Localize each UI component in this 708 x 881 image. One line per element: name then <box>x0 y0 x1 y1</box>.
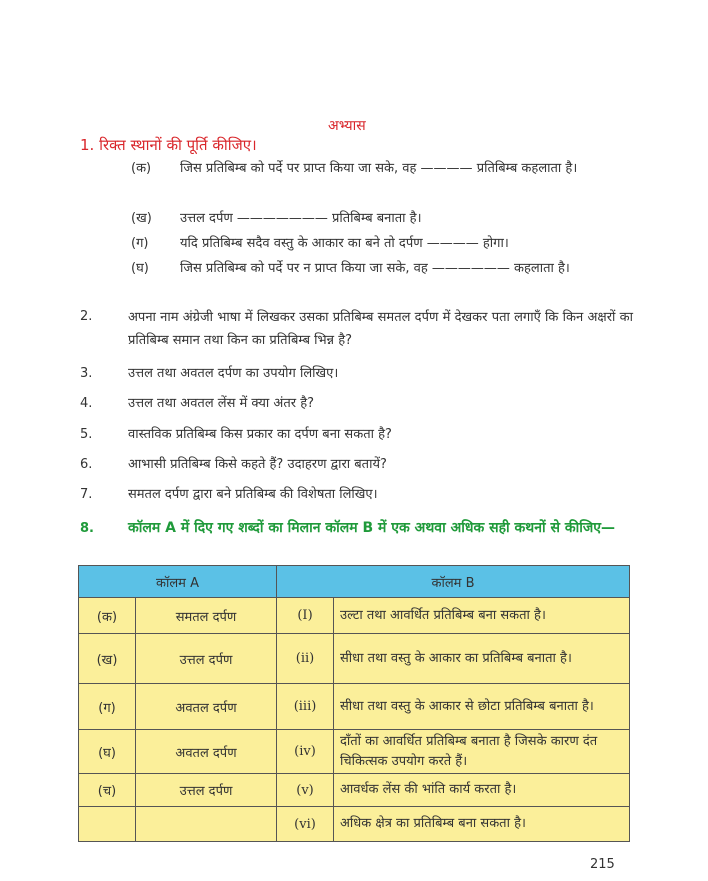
column-a-cell: अवतल दर्पण <box>136 730 277 774</box>
table-row <box>79 598 630 634</box>
column-b-header: कॉलम B <box>277 566 630 598</box>
table-row <box>79 730 630 774</box>
question-number: 7. <box>80 487 93 502</box>
roman-numeral: (I) <box>277 598 334 634</box>
question-text: वास्तविक प्रतिबिम्ब किस प्रकार का दर्पण बना सकता है? <box>128 427 392 442</box>
column-b-cell: दाँतों का आवर्धित प्रतिबिम्ब बनाता है जिसके कारण दंत चिकित्सक उपयोग करते हैं। <box>334 730 630 774</box>
row-label: (क) <box>79 598 136 634</box>
question-text: कॉलम A में दिए गए शब्दों का मिलान कॉलम B में एक अथवा अधिक सही कथनों से कीजिए— <box>128 520 615 536</box>
column-b-cell: सीधा तथा वस्तु के आकार से छोटा प्रतिबिम्ब बनाता है। <box>334 684 630 730</box>
row-label: (घ) <box>79 730 136 774</box>
page-number: 215 <box>590 857 615 872</box>
table-row <box>79 774 630 807</box>
column-b-cell: उल्टा तथा आवर्धित प्रतिबिम्ब बना सकता है। <box>334 598 630 634</box>
table-row <box>79 807 630 842</box>
roman-numeral: (v) <box>277 774 334 807</box>
table-row <box>79 634 630 684</box>
roman-numeral: (iv) <box>277 730 334 774</box>
q1-item-text: यदि प्रतिबिम्ब सदैव वस्तु के आकार का बने तो दर्पण ———— होगा। <box>180 236 509 251</box>
section-title: अभ्यास <box>328 118 366 134</box>
q1-item-label: (ख) <box>131 211 152 226</box>
roman-numeral: (vi) <box>277 807 334 842</box>
column-a-cell <box>136 807 277 842</box>
q1-item-label: (ग) <box>131 236 149 251</box>
q1-item-text: उत्तल दर्पण ——————— प्रतिबिम्ब बनाता है। <box>180 211 422 226</box>
column-a-header: कॉलम A <box>79 566 277 598</box>
row-label <box>79 807 136 842</box>
question-number: 4. <box>80 396 93 411</box>
row-label: (च) <box>79 774 136 807</box>
match-table <box>78 565 630 842</box>
question-text: अपना नाम अंग्रेजी भाषा में लिखकर उसका प्रतिबिम्ब समतल दर्पण में देखकर पता लगाएँ कि किन अक्षरों का प्रतिबिम्ब समान तथा किन का प्रतिबिम्ब भिन्न है? <box>128 310 633 348</box>
column-a-cell: उत्तल दर्पण <box>136 774 277 807</box>
q1-item-label: (घ) <box>131 261 149 276</box>
question-text: आभासी प्रतिबिम्ब किसे कहते हैं? उदाहरण द्वारा बतायें? <box>128 457 387 472</box>
table-row <box>79 684 630 730</box>
row-label: (ग) <box>79 684 136 730</box>
roman-numeral: (ii) <box>277 634 334 684</box>
q1-item-text: जिस प्रतिबिम्ब को पर्दे पर प्राप्त किया जा सके, वह ———— प्रतिबिम्ब कहलाता है। <box>180 161 578 176</box>
column-b-cell: आवर्धक लेंस की भांति कार्य करता है। <box>334 774 630 807</box>
table-header-row <box>79 566 630 598</box>
question-text: उत्तल तथा अवतल दर्पण का उपयोग लिखिए। <box>128 366 339 381</box>
q1-item-text: जिस प्रतिबिम्ब को पर्दे पर न प्राप्त किया जा सके, वह —————— कहलाता है। <box>180 261 570 276</box>
column-b-cell: अधिक क्षेत्र का प्रतिबिम्ब बना सकता है। <box>334 807 630 842</box>
question-text: उत्तल तथा अवतल लेंस में क्या अंतर है? <box>128 396 315 411</box>
row-label: (ख) <box>79 634 136 684</box>
column-a-cell: उत्तल दर्पण <box>136 634 277 684</box>
question-number: 5. <box>80 427 93 442</box>
column-a-cell: अवतल दर्पण <box>136 684 277 730</box>
column-a-cell: समतल दर्पण <box>136 598 277 634</box>
question-text: समतल दर्पण द्वारा बने प्रतिबिम्ब की विशेषता लिखिए। <box>128 487 378 502</box>
question-number: 3. <box>80 366 93 381</box>
column-b-cell: सीधा तथा वस्तु के आकार का प्रतिबिम्ब बनाता है। <box>334 634 630 684</box>
q1-heading: 1. रिक्त स्थानों की पूर्ति कीजिए। <box>80 136 257 154</box>
roman-numeral: (iii) <box>277 684 334 730</box>
question-number: 8. <box>80 521 94 536</box>
question-number: 2. <box>80 309 93 324</box>
question-number: 6. <box>80 457 93 472</box>
q1-item-label: (क) <box>131 161 152 176</box>
